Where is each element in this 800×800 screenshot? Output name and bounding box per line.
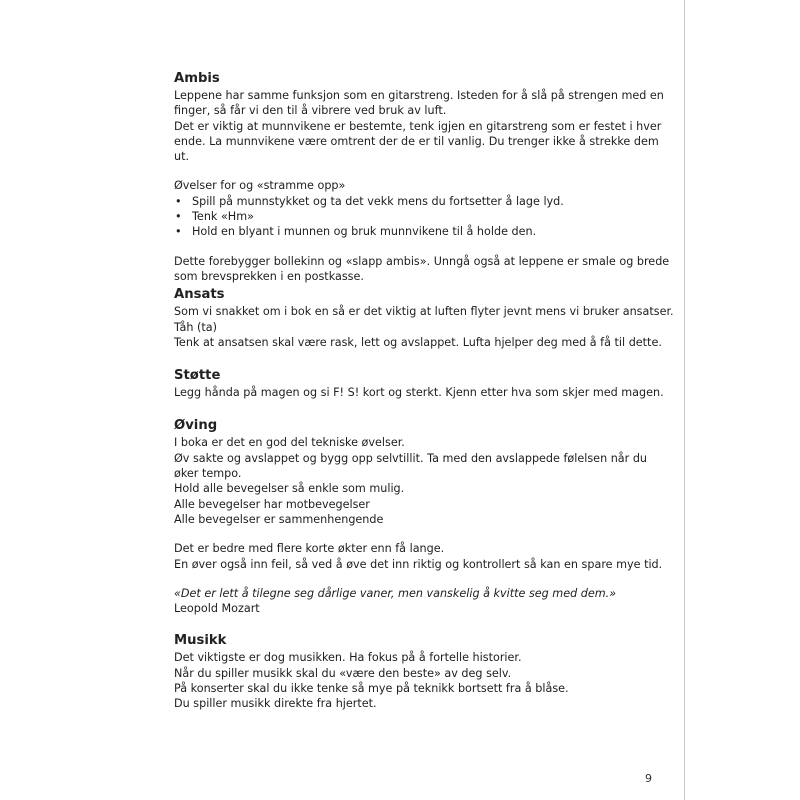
oving-line-2: Øv sakte og avslappet og bygg opp selvtillit. Ta med den avslappede følelsen når du øker tempo.: [174, 451, 648, 481]
ambis-bullet-list: [174, 194, 674, 240]
oving-line-5: Alle bevegelser er sammenhengende: [174, 512, 384, 526]
ambis-exercises-intro: Øvelser for og «stramme opp»: [174, 179, 346, 193]
list-item: • Hold en blyant i munnen og bruk munnvikene til å holde den.: [174, 224, 674, 239]
heading-ansats: Ansats: [174, 287, 225, 303]
ansats-line-3: Tenk at ansatsen skal være rask, lett og avslappet. Lufta hjelper deg med å få til dette.: [174, 335, 662, 349]
list-item: • Tenk «Hm»: [174, 209, 674, 224]
oving-line-1: I boka er det en god del tekniske øvelser.: [174, 436, 405, 450]
heading-stotte: Støtte: [174, 368, 221, 384]
heading-ambis: Ambis: [174, 71, 220, 86]
musikk-line-2: Når du spiller musikk skal du «være den beste» av deg selv.: [174, 666, 512, 680]
oving-line-4: Alle bevegelser har motbevegelser: [174, 497, 370, 511]
page-number: 9: [645, 772, 652, 785]
ambis-paragraph-3: Dette forebygger bollekinn og «slapp ambis». Unngå også at leppene er smale og brede som brevsprekken i en postkasse.: [174, 254, 670, 283]
page-content: [174, 70, 674, 712]
heading-oving: Øving: [174, 418, 218, 434]
stotte-line-1: Legg hånda på magen og si F! S! kort og sterkt. Kjenn etter hva som skjer med magen.: [174, 386, 664, 400]
list-item: • Spill på munnstykket og ta det vekk mens du fortsetter å lage lyd.: [174, 194, 674, 209]
mozart-quote: «Det er lett å tilegne seg dårlige vaner, men vanskelig å kvitte seg med dem.»: [174, 586, 617, 600]
heading-musikk: Musikk: [174, 633, 227, 649]
ansats-line-2: Tåh (ta): [174, 320, 218, 334]
musikk-line-4: Du spiller musikk direkte fra hjertet.: [174, 697, 377, 711]
musikk-line-3: På konserter skal du ikke tenke så mye på teknikk bortsett fra å blåse.: [174, 682, 569, 696]
musikk-line-1: Det viktigste er dog musikken. Ha fokus på å fortelle historier.: [174, 651, 522, 665]
oving-line-6: Det er bedre med flere korte økter enn få lange.: [174, 542, 445, 556]
oving-line-7: En øver også inn feil, så ved å øve det inn riktig og kontrollert så kan en spare mye tid.: [174, 557, 663, 571]
oving-line-3: Hold alle bevegelser så enkle som mulig.: [174, 482, 405, 496]
quote-author: Leopold Mozart: [174, 602, 260, 616]
ambis-paragraph-2: Det er viktig at munnvikene er bestemte, tenk igjen en gitarstreng som er festet i hver ende. La munnvikene være omtrent der de er til vanlig. Du trenger ikke å strekke dem ut.: [174, 119, 662, 164]
ansats-line-1: Som vi snakket om i bok en så er det viktig at luften flyter jevnt mens vi bruker ansatser.: [174, 305, 674, 319]
ambis-paragraph-1: Leppene har samme funksjon som en gitarstreng. Isteden for å slå på strengen med en finger, så får vi den til å vibrere ved bruk av luft.: [174, 89, 664, 118]
